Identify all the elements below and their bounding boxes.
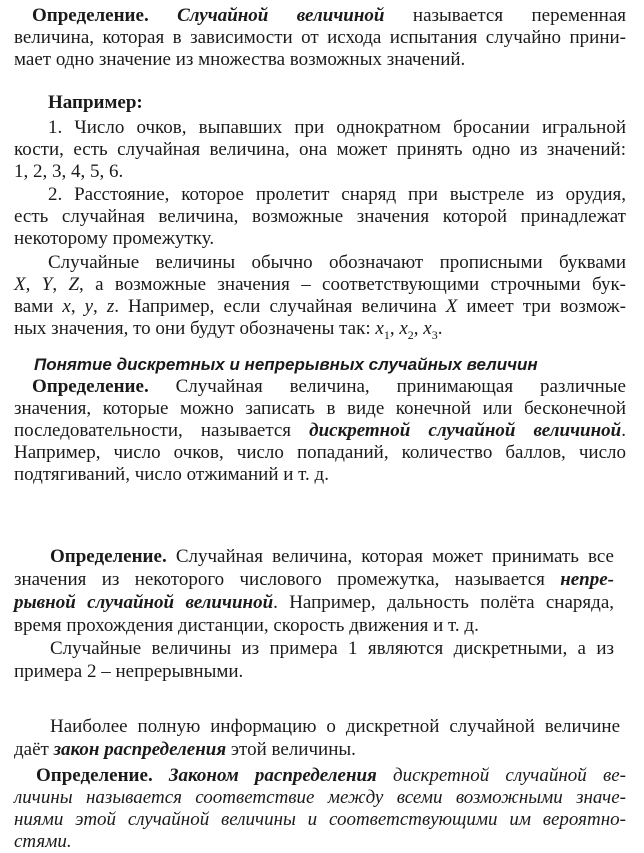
example-1-line-3: 1, 2, 3, 4, 5, 6. xyxy=(14,161,124,182)
def-continuous-line-2: значения из некоторого числового промежутка, называется непре- xyxy=(14,569,614,590)
example-1-line-1: 1. Число очков, выпавших при однократном бросании игральной xyxy=(48,117,626,138)
distribution-line-2: даёт закон распределения этой величины. xyxy=(14,739,356,760)
def-discrete-line-5: подтягиваний, число отжиманий и т. д. xyxy=(14,464,329,485)
term-continuous: непре- xyxy=(560,569,614,590)
notation-line-3: вами x, y, z. Например, если случайная величина X имеет три возмож- xyxy=(14,296,627,317)
def-discrete-line-4: Например, число очков, число попаданий, количество баллов, число xyxy=(14,442,626,463)
def-continuous-line-4: время прохождения дистанции, скорость движения и т. д. xyxy=(14,615,479,636)
definition-label: Определение. xyxy=(36,765,169,786)
term-distribution-law: закон распределения xyxy=(53,739,227,760)
example-2-line-1: 2. Расстояние, которое пролетит снаряд при выстреле из орудия, xyxy=(48,184,626,205)
def-continuous-line-6: примера 2 – непрерывными. xyxy=(14,661,244,682)
term-random-variable: Случайной величиной xyxy=(177,5,385,26)
def-random-variable-line-2: величина, которая в зависимости от исхода испытания случайно прини- xyxy=(14,27,626,48)
example-2-line-3: некоторому промежутку. xyxy=(14,228,215,249)
example-1-line-2: кости, есть случайная величина, она может принять одно из значений: xyxy=(14,139,626,160)
notation-line-1: Случайные величины обычно обозначают прописными буквами xyxy=(48,252,626,273)
def-discrete-line-3: последовательности, называется дискретной случайной величиной. xyxy=(14,420,626,441)
def-continuous-line-5: Случайные величины из примера 1 являются дискретными, а из xyxy=(50,638,614,659)
def-distribution-line-2: личины называется соответствие между всеми возможными значе- xyxy=(14,787,626,808)
def-distribution-line-3: ниями этой случайной величины и соответствующими им вероятно- xyxy=(14,809,626,830)
term-discrete: дискретной случайной величиной xyxy=(309,420,622,441)
definition-label: Определение. xyxy=(32,5,178,26)
def-continuous-line-3: рывной случайной величиной. Например, дальность полёта снаряда, xyxy=(14,592,614,613)
def-random-variable-line-1: Определение. Случайной величиной называется переменная xyxy=(32,5,626,26)
example-heading: Например: xyxy=(48,92,143,113)
def-continuous-line-1: Определение. Случайная величина, которая может принимать все xyxy=(50,546,614,567)
section-subheading: Понятие дискретных и непрерывных случайных величин xyxy=(34,355,538,374)
example-2-line-2: есть случайная величина, возможные значения которой принадлежат xyxy=(14,206,626,227)
def-distribution-line-1: Определение. Законом распределения дискретной случайной ве- xyxy=(36,765,626,786)
notation-line-2: X, Y, Z, а возможные значения – соответствующими строчными бук- xyxy=(14,274,627,295)
distribution-line-1: Наиболее полную информацию о дискретной случайной величине xyxy=(50,716,620,737)
def-random-variable-line-3: мает одно значение из множества возможных значений. xyxy=(14,49,466,70)
definition-label: Определение. xyxy=(32,376,149,397)
def-discrete-line-2: значения, которые можно записать в виде конечной или бесконечной xyxy=(14,398,626,419)
def-discrete-line-1: Определение. Случайная величина, принимающая различные xyxy=(32,376,626,397)
definition-label: Определение. xyxy=(50,546,167,567)
term-distribution-law-def: Законом распределения xyxy=(168,765,377,786)
def-distribution-line-4: стями. xyxy=(14,831,72,852)
notation-line-4: ных значения, то они будут обозначены так: $x_1$, $x_2$, $x_3$. xyxy=(14,318,443,342)
